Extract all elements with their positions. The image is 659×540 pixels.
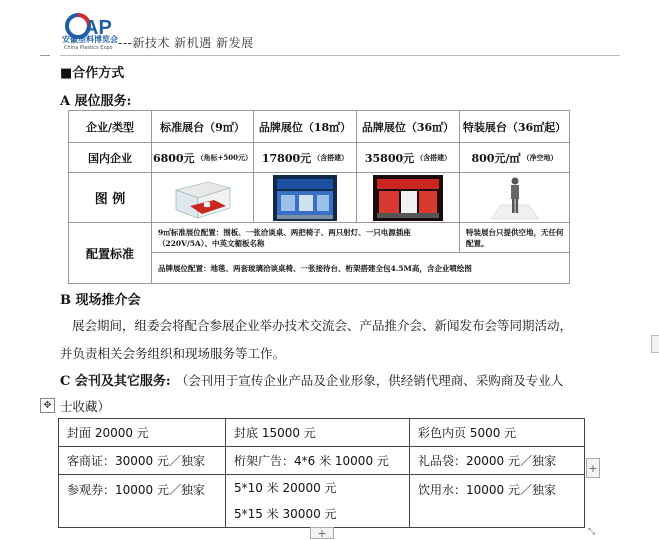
row-label-domestic: 国内企业 — [69, 143, 152, 173]
side-scroll-tab[interactable] — [651, 335, 659, 353]
catalog-description: （会刊用于宣传企业产品及企业形象，供经销代理商、采购商及专业人 — [175, 373, 564, 388]
row-label-legend: 图 例 — [69, 173, 152, 223]
section-c-line — [60, 370, 563, 389]
section-heading-booth: A 展位服务: — [60, 94, 132, 109]
booth-header-standard: 标准展台（9㎡） — [152, 111, 254, 143]
header-divider — [60, 55, 620, 56]
service-truss-ad: 桁架广告：4*6 米 10000 元 — [226, 447, 410, 475]
table-move-handle-icon[interactable]: ✥ — [40, 398, 55, 413]
price-special: 800元/㎡ （净空地） — [460, 143, 569, 173]
service-buyer-badge: 客商证：30000 元／独家 — [59, 447, 226, 475]
special-booth-illustration — [460, 173, 569, 223]
config-brand-text: 品牌展位配置：地毯、两套玻璃洽谈桌椅、一张接待台、桁架搭建全包4.5M高，含企业喷绘图 — [158, 263, 472, 273]
service-truss-ad-sizes — [226, 475, 410, 528]
catalog-description-line2: 士收藏） — [60, 399, 111, 414]
booth-header-brand36: 品牌展位（36㎡） — [357, 111, 460, 143]
service-water: 饮用水：10000 元／独家 — [410, 475, 585, 528]
booth-header-special: 特装展台（36㎡起） — [460, 111, 569, 143]
section-heading-cooperation: ■合作方式 — [60, 66, 125, 81]
brand36-booth-illustration — [357, 173, 460, 223]
section-heading-presentation: B 现场推介会 — [60, 293, 141, 308]
truss-size-line-2: 5*15 米 30000 元 — [234, 507, 337, 521]
service-visitor-ticket: 参观券：10000 元／独家 — [59, 475, 226, 528]
logo-en-text: China Plastics Expo — [64, 45, 113, 51]
logo-cn-text: 安徽塑料博览会 — [62, 35, 118, 44]
service-cover: 封面 20000 元 — [59, 419, 226, 447]
row-label-config: 配置标准 — [69, 223, 152, 283]
svg-text:AP: AP — [84, 17, 112, 39]
price-brand18: 17800元 （含搭建） — [254, 143, 357, 173]
services-table — [58, 418, 585, 528]
price-standard: 6800元 （角标+500元） — [152, 143, 254, 173]
add-column-icon[interactable]: + — [586, 458, 600, 478]
table-resize-handle-icon[interactable]: ⤡ — [588, 527, 596, 537]
booth-pricing-figure — [68, 110, 570, 284]
booth-header-type: 企业/类型 — [69, 111, 152, 143]
service-color-page: 彩色内页 5000 元 — [410, 419, 585, 447]
presentation-paragraph-line1: 展会期间，组委会将配合参展企业举办技术交流会、产品推介会、新闻发布会等同期活动， — [72, 318, 573, 333]
presentation-paragraph-line2: 并负责相关会务组织和现场服务等工作。 — [60, 346, 286, 361]
margin-marker — [40, 55, 50, 56]
add-row-icon[interactable]: + — [310, 527, 334, 539]
tagline: ---新技术 新机遇 新发展 — [118, 36, 254, 50]
standard-booth-illustration — [152, 173, 254, 223]
brand18-booth-illustration — [254, 173, 357, 223]
section-heading-catalog: C 会刊及其它服务: — [60, 374, 171, 389]
config-standard-text: 9㎡标准展位配置：围板、一张洽谈桌、两把椅子、两只射灯、一只电源插座（220V/5A）、中英文楣板名称 — [152, 223, 460, 253]
service-gift-bag: 礼品袋：20000 元／独家 — [410, 447, 585, 475]
price-brand36: 35800元 （含搭建） — [357, 143, 460, 173]
booth-header-brand18: 品牌展位（18㎡） — [254, 111, 357, 143]
config-special-text: 特装展台只提供空地，无任何配置。 — [460, 223, 569, 253]
truss-size-line-1: 5*10 米 20000 元 — [234, 481, 337, 495]
service-back-cover: 封底 15000 元 — [226, 419, 410, 447]
